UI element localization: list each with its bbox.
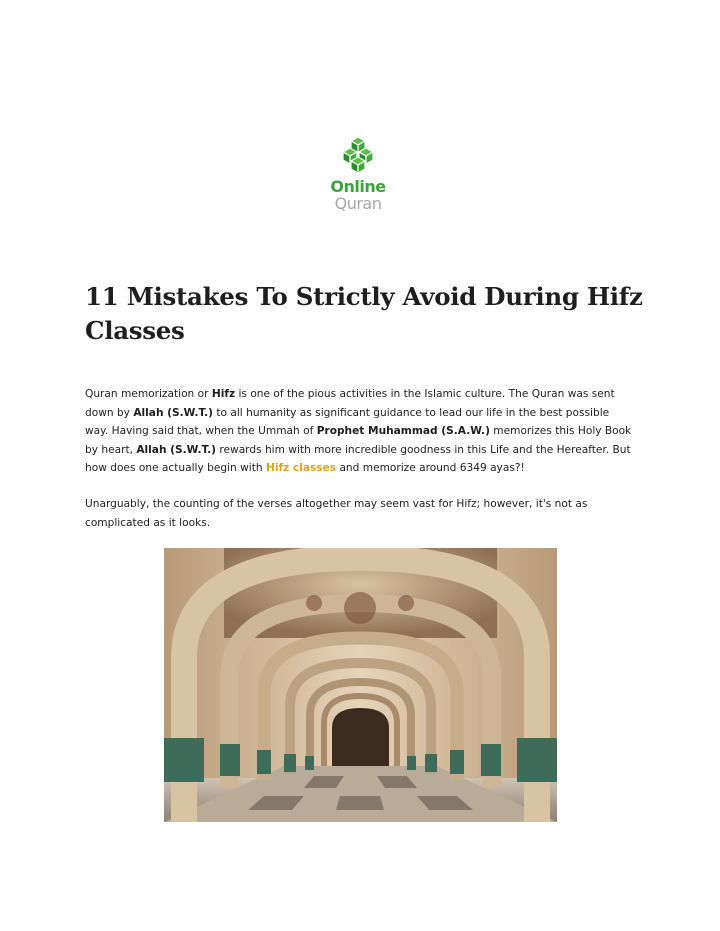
article-paragraph-2: Unarguably, the counting of the verses altogether may seem vast for Hifz; however, it's not as complicated as it looks. bbox=[85, 498, 588, 529]
bold-allah: Allah (S.W.T.) bbox=[133, 406, 213, 419]
hifz-classes-link[interactable]: Hifz classes bbox=[265, 462, 337, 474]
bold-hifz: Hifz bbox=[211, 388, 236, 400]
site-logo[interactable] bbox=[328, 136, 388, 212]
green-cube-logo-icon bbox=[340, 136, 376, 174]
article-title: 11 Mistakes To Strictly Avoid During Hifz Classes bbox=[85, 282, 643, 345]
mosque-corridor-image bbox=[164, 548, 557, 822]
paragraph-text: is one of the pious activities in the Islamic culture. The Quran was sent down by bbox=[85, 388, 615, 419]
paragraph-text: Quran memorization or bbox=[85, 388, 212, 400]
paragraph-text: to all humanity as significant guidance to lead our life in the best possible way. Having said that, when the Ummah of bbox=[85, 406, 610, 437]
bold-prophet-muhammad: Prophet Muhammad (S.A.W.) bbox=[316, 425, 490, 437]
logo-text-quran: Quran bbox=[334, 194, 382, 213]
paragraph-text: memorizes this Holy Book by heart, bbox=[85, 425, 632, 456]
bold-allah: Allah (S.W.T.) bbox=[136, 443, 217, 456]
article-paragraph-1 bbox=[85, 385, 635, 478]
paragraph-text: rewards him with more incredible goodness in this Life and the Hereafter. But how does one actually begin with bbox=[85, 443, 631, 474]
mosque-arched-corridor-photo bbox=[164, 548, 557, 822]
logo-text-online: Online bbox=[330, 177, 386, 196]
paragraph-text: and memorize around 6349 ayas?! bbox=[336, 462, 525, 474]
